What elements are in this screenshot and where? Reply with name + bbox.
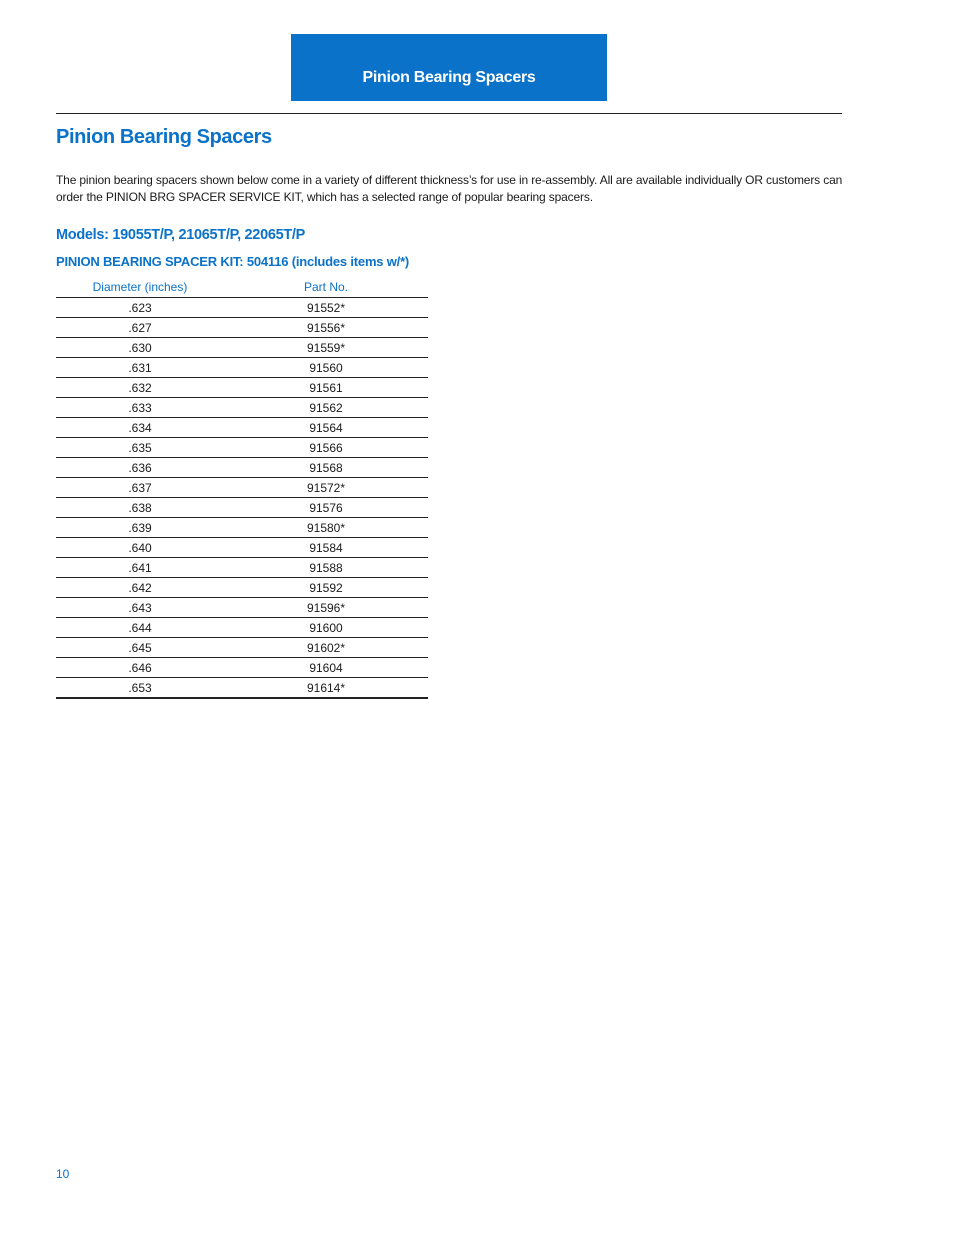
column-header-diameter: Diameter (inches) bbox=[56, 277, 224, 298]
part-number-cell: 91592 bbox=[224, 578, 428, 598]
page-title: Pinion Bearing Spacers bbox=[56, 126, 272, 148]
diameter-cell: .631 bbox=[56, 358, 224, 378]
part-number-cell: 91602* bbox=[224, 638, 428, 658]
part-number-cell: 91566 bbox=[224, 438, 428, 458]
table-row bbox=[56, 498, 428, 518]
part-number-cell: 91560 bbox=[224, 358, 428, 378]
table-row bbox=[56, 338, 428, 358]
part-number-cell: 91584 bbox=[224, 538, 428, 558]
table-row bbox=[56, 658, 428, 678]
diameter-cell: .627 bbox=[56, 318, 224, 338]
part-number-cell: 91604 bbox=[224, 658, 428, 678]
part-number-cell: 91614* bbox=[224, 678, 428, 699]
table-row bbox=[56, 518, 428, 538]
header-divider bbox=[56, 113, 842, 114]
column-header-part-no: Part No. bbox=[224, 277, 428, 298]
diameter-cell: .643 bbox=[56, 598, 224, 618]
part-number-cell: 91561 bbox=[224, 378, 428, 398]
table-header-row bbox=[56, 277, 428, 298]
table-row bbox=[56, 638, 428, 658]
table-body bbox=[56, 298, 428, 699]
diameter-cell: .642 bbox=[56, 578, 224, 598]
table-row bbox=[56, 618, 428, 638]
part-number-cell: 91559* bbox=[224, 338, 428, 358]
table-row bbox=[56, 458, 428, 478]
part-number-cell: 91568 bbox=[224, 458, 428, 478]
diameter-cell: .641 bbox=[56, 558, 224, 578]
part-number-cell: 91580* bbox=[224, 518, 428, 538]
table-row bbox=[56, 418, 428, 438]
table-row bbox=[56, 538, 428, 558]
part-number-cell: 91600 bbox=[224, 618, 428, 638]
table-row bbox=[56, 478, 428, 498]
diameter-cell: .630 bbox=[56, 338, 224, 358]
diameter-cell: .637 bbox=[56, 478, 224, 498]
diameter-cell: .635 bbox=[56, 438, 224, 458]
diameter-cell: .639 bbox=[56, 518, 224, 538]
part-number-cell: 91552* bbox=[224, 298, 428, 318]
part-number-cell: 91572* bbox=[224, 478, 428, 498]
section-tab-label: Pinion Bearing Spacers bbox=[362, 69, 536, 86]
diameter-cell: .640 bbox=[56, 538, 224, 558]
part-number-cell: 91556* bbox=[224, 318, 428, 338]
spacer-table bbox=[56, 277, 428, 699]
section-tab bbox=[291, 34, 607, 101]
table-row bbox=[56, 678, 428, 699]
table-row bbox=[56, 438, 428, 458]
diameter-cell: .633 bbox=[56, 398, 224, 418]
table-row bbox=[56, 598, 428, 618]
table-row bbox=[56, 298, 428, 318]
page-number: 10 bbox=[56, 1167, 70, 1181]
diameter-cell: .646 bbox=[56, 658, 224, 678]
part-number-cell: 91562 bbox=[224, 398, 428, 418]
diameter-cell: .623 bbox=[56, 298, 224, 318]
table-row bbox=[56, 558, 428, 578]
intro-paragraph: The pinion bearing spacers shown below come in a variety of different thickness’s for use in re-assembly. All are available individually OR customers can order the PINION BRG SPACER SERVICE KIT, which has a selected range of popular bearing spacers. bbox=[56, 173, 843, 204]
part-number-cell: 91588 bbox=[224, 558, 428, 578]
part-number-cell: 91596* bbox=[224, 598, 428, 618]
table-row bbox=[56, 398, 428, 418]
part-number-cell: 91564 bbox=[224, 418, 428, 438]
table-row bbox=[56, 318, 428, 338]
diameter-cell: .653 bbox=[56, 678, 224, 699]
table-row bbox=[56, 378, 428, 398]
models-heading: Models: 19055T/P, 21065T/P, 22065T/P bbox=[56, 227, 306, 243]
diameter-cell: .632 bbox=[56, 378, 224, 398]
diameter-cell: .634 bbox=[56, 418, 224, 438]
diameter-cell: .644 bbox=[56, 618, 224, 638]
diameter-cell: .638 bbox=[56, 498, 224, 518]
diameter-cell: .636 bbox=[56, 458, 224, 478]
diameter-cell: .645 bbox=[56, 638, 224, 658]
kit-heading: PINION BEARING SPACER KIT: 504116 (includes items w/*) bbox=[56, 254, 410, 269]
table-row bbox=[56, 358, 428, 378]
table-row bbox=[56, 578, 428, 598]
part-number-cell: 91576 bbox=[224, 498, 428, 518]
